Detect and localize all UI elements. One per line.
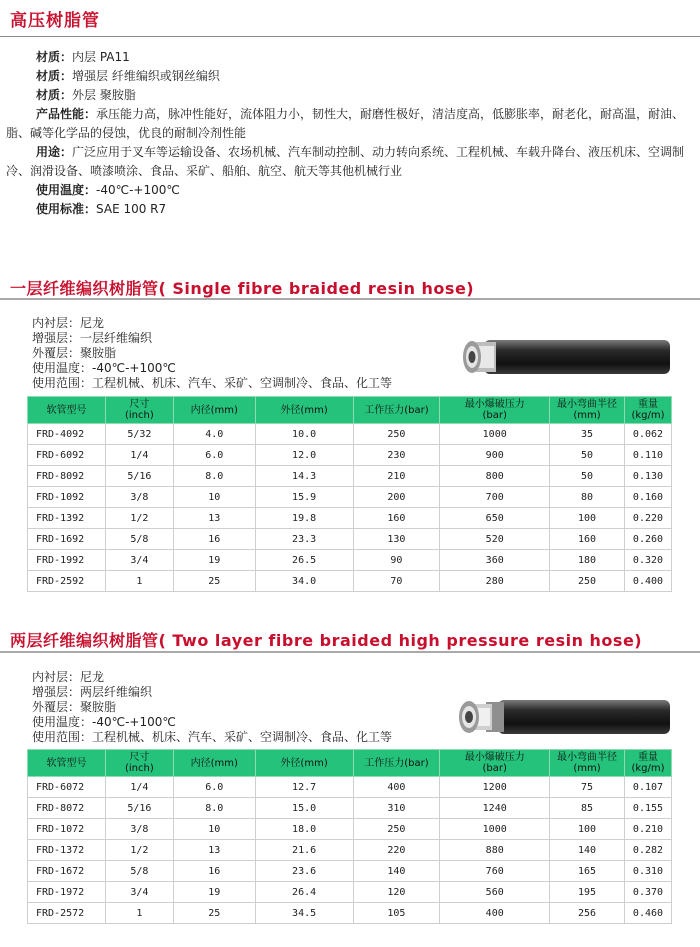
table-row <box>28 819 672 840</box>
table-cell: 1/4 <box>105 445 173 466</box>
info-line: 外覆层：聚胺脂 <box>32 346 117 360</box>
table-cell: 280 <box>440 571 550 592</box>
table-cell: 5/8 <box>105 861 173 882</box>
table-cell: 85 <box>550 798 625 819</box>
table-cell: 16 <box>173 529 255 550</box>
table-cell: 6.0 <box>173 777 255 798</box>
table-cell: 0.260 <box>624 529 671 550</box>
table-cell: 0.210 <box>624 819 671 840</box>
table-cell: 15.9 <box>255 487 353 508</box>
table-header-row <box>28 750 672 777</box>
table-cell: FRD-1972 <box>28 882 106 903</box>
table-cell: 0.130 <box>624 466 671 487</box>
table-cell: 760 <box>440 861 550 882</box>
spec-material-reinforcement: 材质：增强层 纤维编织或钢丝编织 <box>36 69 220 83</box>
table-cell: 3/4 <box>105 550 173 571</box>
col-header: 重量(kg/m) <box>624 397 671 424</box>
info-line: 内衬层：尼龙 <box>32 670 105 684</box>
table-cell: 140 <box>550 840 625 861</box>
col-header: 工作压力(bar) <box>353 397 440 424</box>
table-row <box>28 487 672 508</box>
col-header: 尺寸 (inch) <box>105 397 173 424</box>
table-row <box>28 571 672 592</box>
table-cell: 80 <box>550 487 625 508</box>
table-cell: 256 <box>550 903 625 924</box>
table-cell: 0.110 <box>624 445 671 466</box>
table-cell: 220 <box>353 840 440 861</box>
table-cell: 250 <box>550 571 625 592</box>
table-cell: 1000 <box>440 819 550 840</box>
table-cell: 210 <box>353 466 440 487</box>
table-cell: 0.370 <box>624 882 671 903</box>
info-line: 内衬层：尼龙 <box>32 316 105 330</box>
section-1-info <box>32 316 392 391</box>
table-cell: 1 <box>105 903 173 924</box>
table-cell: 6.0 <box>173 445 255 466</box>
general-specs <box>6 48 692 219</box>
table-cell: 4.0 <box>173 424 255 445</box>
table-cell: 5/32 <box>105 424 173 445</box>
col-header: 软管型号 <box>28 750 106 777</box>
table-row <box>28 445 672 466</box>
page-title: 高压树脂管 <box>10 11 100 31</box>
table-row <box>28 882 672 903</box>
table-cell: 8.0 <box>173 466 255 487</box>
table-row <box>28 550 672 571</box>
table-cell: 360 <box>440 550 550 571</box>
table-cell: FRD-1992 <box>28 550 106 571</box>
table-cell: 5/16 <box>105 798 173 819</box>
table-cell: FRD-1392 <box>28 508 106 529</box>
table-cell: 0.062 <box>624 424 671 445</box>
table-cell: 0.282 <box>624 840 671 861</box>
table-cell: 880 <box>440 840 550 861</box>
col-header: 最小爆破压力 (bar) <box>440 750 550 777</box>
table-cell: 120 <box>353 882 440 903</box>
section-2-divider <box>0 651 700 653</box>
table-cell: 0.310 <box>624 861 671 882</box>
table-cell: 18.0 <box>255 819 353 840</box>
col-header: 外径(mm) <box>255 750 353 777</box>
table-cell: FRD-1672 <box>28 861 106 882</box>
table-cell: 800 <box>440 466 550 487</box>
table-cell: 19.8 <box>255 508 353 529</box>
table-cell: 1000 <box>440 424 550 445</box>
table-cell: 5/8 <box>105 529 173 550</box>
table-cell: 3/8 <box>105 819 173 840</box>
section-1-divider <box>0 298 700 300</box>
info-line: 外覆层：聚胺脂 <box>32 700 117 714</box>
table-cell: 25 <box>173 903 255 924</box>
table-cell: 1240 <box>440 798 550 819</box>
table-cell: FRD-6072 <box>28 777 106 798</box>
table-cell: 10 <box>173 819 255 840</box>
info-line: 使用温度：-40℃-+100℃ <box>32 361 176 375</box>
table-cell: 160 <box>353 508 440 529</box>
table-cell: 0.160 <box>624 487 671 508</box>
table-cell: 140 <box>353 861 440 882</box>
col-header: 内径(mm) <box>173 397 255 424</box>
table-cell: 180 <box>550 550 625 571</box>
table-cell: 12.7 <box>255 777 353 798</box>
table-cell: 520 <box>440 529 550 550</box>
table-cell: 35 <box>550 424 625 445</box>
table-cell: 1/4 <box>105 777 173 798</box>
table-cell: 15.0 <box>255 798 353 819</box>
table-body-2 <box>28 777 672 924</box>
table-cell: 0.460 <box>624 903 671 924</box>
table-cell: 13 <box>173 508 255 529</box>
table-cell: FRD-2592 <box>28 571 106 592</box>
table-cell: 1 <box>105 571 173 592</box>
col-header: 最小爆破压力 (bar) <box>440 397 550 424</box>
table-cell: FRD-8072 <box>28 798 106 819</box>
spec-material-inner: 材质：内层 PA11 <box>36 50 130 64</box>
table-cell: 560 <box>440 882 550 903</box>
section-1-title: 一层纤维编织树脂管( Single fibre braided resin hose) <box>10 279 475 298</box>
table-row <box>28 508 672 529</box>
table-cell: FRD-6092 <box>28 445 106 466</box>
table-cell: FRD-4092 <box>28 424 106 445</box>
table-cell: 5/16 <box>105 466 173 487</box>
table-cell: 130 <box>353 529 440 550</box>
col-header: 重量(kg/m) <box>624 750 671 777</box>
table-cell: 10 <box>173 487 255 508</box>
col-header: 外径(mm) <box>255 397 353 424</box>
col-header: 内径(mm) <box>173 750 255 777</box>
table-header-row <box>28 397 672 424</box>
table-cell: 13 <box>173 840 255 861</box>
info-line: 增强层：一层纤维编织 <box>32 331 153 345</box>
table-cell: 26.5 <box>255 550 353 571</box>
table-cell: 310 <box>353 798 440 819</box>
table-cell: 8.0 <box>173 798 255 819</box>
table-body-1 <box>28 424 672 592</box>
spec-performance: 产品性能：承压能力高，脉冲性能好，流体阻力小，韧性大，耐磨性极好，清洁度高，低膨胀率，耐老化，耐高温，耐油、脂、碱等化学品的侵蚀，优良的耐制冷剂性能 <box>6 107 685 140</box>
info-line: 使用范围：工程机械、机床、汽车、采矿、空调制冷、食品、化工等 <box>32 730 393 744</box>
spec-standard: 使用标准：SAE 100 R7 <box>36 202 167 216</box>
table-cell: 650 <box>440 508 550 529</box>
col-header: 最小弯曲半径 (mm) <box>550 750 625 777</box>
table-cell: 70 <box>353 571 440 592</box>
col-header: 软管型号 <box>28 397 106 424</box>
table-cell: 34.5 <box>255 903 353 924</box>
table-cell: FRD-1372 <box>28 840 106 861</box>
table-cell: FRD-8092 <box>28 466 106 487</box>
section-2-info <box>32 670 392 745</box>
table-cell: 19 <box>173 550 255 571</box>
table-cell: 200 <box>353 487 440 508</box>
table-cell: 19 <box>173 882 255 903</box>
table-cell: 75 <box>550 777 625 798</box>
table-cell: 700 <box>440 487 550 508</box>
table-cell: 400 <box>440 903 550 924</box>
col-header: 工作压力(bar) <box>353 750 440 777</box>
info-line: 使用范围：工程机械、机床、汽车、采矿、空调制冷、食品、化工等 <box>32 376 393 390</box>
table-cell: 34.0 <box>255 571 353 592</box>
table-cell: 3/4 <box>105 882 173 903</box>
info-line: 增强层：两层纤维编织 <box>32 685 153 699</box>
spec-temperature: 使用温度：-40℃-+100℃ <box>36 183 180 197</box>
title-divider <box>0 36 700 37</box>
table-cell: FRD-1072 <box>28 819 106 840</box>
table-cell: 50 <box>550 466 625 487</box>
table-cell: 165 <box>550 861 625 882</box>
table-cell: 1/2 <box>105 840 173 861</box>
table-cell: 16 <box>173 861 255 882</box>
table-cell: 100 <box>550 508 625 529</box>
table-cell: 230 <box>353 445 440 466</box>
table-cell: 1200 <box>440 777 550 798</box>
section-2-title: 两层纤维编织树脂管( Two layer fibre braided high pressure resin hose) <box>10 631 643 650</box>
table-cell: 90 <box>353 550 440 571</box>
table-cell: FRD-1692 <box>28 529 106 550</box>
table-cell: 12.0 <box>255 445 353 466</box>
table-cell: 0.107 <box>624 777 671 798</box>
table-row <box>28 466 672 487</box>
table-cell: 1/2 <box>105 508 173 529</box>
table-cell: 26.4 <box>255 882 353 903</box>
table-cell: 25 <box>173 571 255 592</box>
hose-image-single-braid <box>462 337 672 377</box>
col-header: 最小弯曲半径 (mm) <box>550 397 625 424</box>
table-cell: 0.220 <box>624 508 671 529</box>
spec-usage: 用途：广泛应用于叉车等运输设备、农场机械、汽车制动控制、动力转向系统、工程机械、车载升降台、液压机床、空调制冷、润滑设备、喷漆喷涂、食品、采矿、船舶、航空、航天等其他机械行业 <box>6 145 685 178</box>
table-cell: 105 <box>353 903 440 924</box>
col-header: 尺寸 (inch) <box>105 750 173 777</box>
table-row <box>28 861 672 882</box>
table-cell: 0.320 <box>624 550 671 571</box>
table-cell: FRD-2572 <box>28 903 106 924</box>
spec-table-two-braid <box>27 749 672 924</box>
table-cell: 195 <box>550 882 625 903</box>
table-cell: 0.155 <box>624 798 671 819</box>
spec-material-outer: 材质：外层 聚胺脂 <box>36 88 136 102</box>
table-cell: 100 <box>550 819 625 840</box>
table-row <box>28 840 672 861</box>
table-cell: 10.0 <box>255 424 353 445</box>
table-cell: 900 <box>440 445 550 466</box>
table-cell: 3/8 <box>105 487 173 508</box>
spec-table-single-braid <box>27 396 672 592</box>
table-cell: 400 <box>353 777 440 798</box>
table-cell: 0.400 <box>624 571 671 592</box>
hose-image-two-braid <box>458 697 672 737</box>
table-row <box>28 529 672 550</box>
table-row <box>28 777 672 798</box>
table-cell: 160 <box>550 529 625 550</box>
table-cell: 50 <box>550 445 625 466</box>
table-cell: 21.6 <box>255 840 353 861</box>
info-line: 使用温度：-40℃-+100℃ <box>32 715 176 729</box>
table-row <box>28 903 672 924</box>
table-cell: 250 <box>353 424 440 445</box>
table-row <box>28 798 672 819</box>
table-cell: FRD-1092 <box>28 487 106 508</box>
table-cell: 23.3 <box>255 529 353 550</box>
table-cell: 14.3 <box>255 466 353 487</box>
table-cell: 23.6 <box>255 861 353 882</box>
table-row <box>28 424 672 445</box>
table-cell: 250 <box>353 819 440 840</box>
